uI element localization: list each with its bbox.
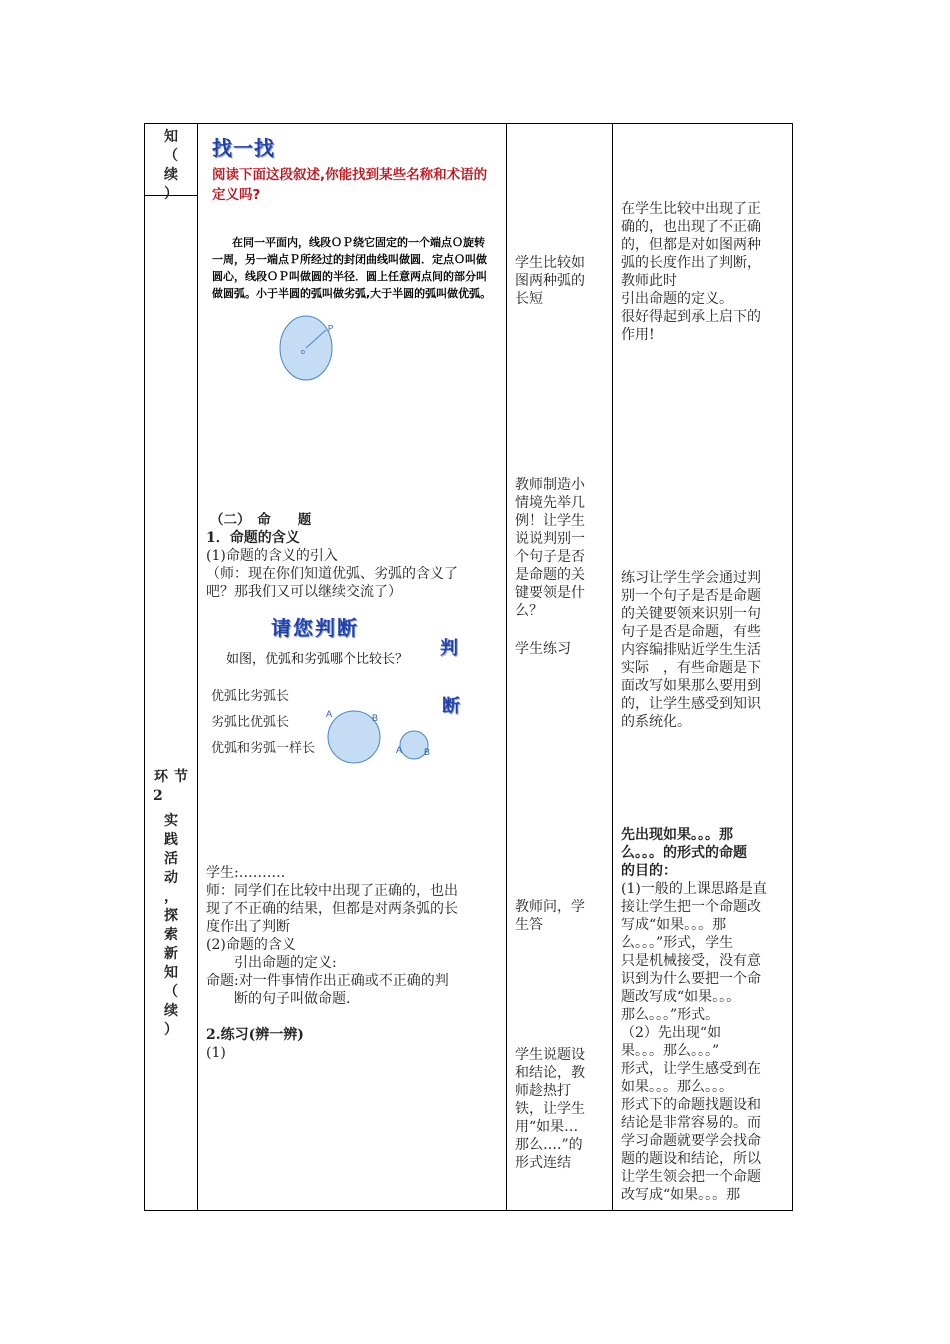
intent-line: 实际 ，有些命题是下 <box>621 660 761 676</box>
intent-line: 形式下的命题找题设和 <box>621 1097 761 1113</box>
activity-line: 用“如果… <box>515 1119 579 1135</box>
section-heading: （二） 命 题 <box>210 512 312 528</box>
intent-line: 的目的： <box>621 863 677 879</box>
text-line: 吧？那我们又可以继续交流了） <box>206 584 402 600</box>
col1-char: 实 <box>164 813 178 829</box>
intent-line: 只是机械接受，没有意 <box>621 953 761 969</box>
definition-section <box>206 864 504 1062</box>
text-line: （师：现在你们知道优弧、劣弧的含义了 <box>206 566 458 582</box>
slide-find <box>212 132 502 320</box>
para-line: 在同一平面内，线段ＯＰ绕它固定的一个端点Ｏ旋转 <box>232 236 485 249</box>
activity-line: 说说判别一 <box>515 531 585 547</box>
text-line: 命题:对一件事情作出正确或不正确的判 <box>206 973 449 989</box>
slide-judge <box>206 606 501 778</box>
point-p-label: P <box>328 324 334 333</box>
activity-line: 学生比较如 <box>515 255 585 271</box>
text-line: 师：同学们在比较中出现了正确的，也出 <box>206 883 458 899</box>
point-b-label: B <box>424 747 431 757</box>
col1-char: 动 <box>164 870 178 886</box>
intent-line: 那么。。。”形式。 <box>621 1007 720 1023</box>
proposition-section <box>206 511 504 601</box>
col1-rest <box>145 812 197 1040</box>
col1-char: ） <box>164 186 178 202</box>
intent-line: 么。。。”形式，学生 <box>621 935 734 951</box>
judge-badge: 判 <box>440 638 458 659</box>
activity-line: 那么….”的 <box>515 1137 583 1153</box>
student-activity-4 <box>515 898 607 934</box>
text-line: (2)命题的含义 <box>206 937 296 953</box>
intent-line: 识到为什么要把一个命 <box>621 971 761 987</box>
para-line: 一周，另一端点Ｐ所经过的封闭曲线叫做圆．定点Ｏ叫做 <box>212 253 487 266</box>
content-column <box>198 124 506 1210</box>
col1-char: 续 <box>164 1003 178 1019</box>
activity-line: 么？ <box>515 603 543 619</box>
design-intent-1 <box>621 200 789 344</box>
student-activity-1 <box>515 254 607 308</box>
intent-line: 的关键要领来识别一句 <box>621 606 761 622</box>
lesson-table <box>144 123 793 1211</box>
col-divider-2 <box>506 124 507 1210</box>
intent-line: 如果。。。那么。。。 <box>621 1079 733 1095</box>
activity-line: 键要领是什 <box>515 585 585 601</box>
intent-line: 学习命题就要学会找命 <box>621 1133 761 1149</box>
student-activity-2 <box>515 476 607 620</box>
col1-char: 节 <box>174 769 188 785</box>
circle-figure <box>268 310 348 382</box>
option-item: 劣弧比优弧长 <box>211 715 290 730</box>
arc-figure <box>316 701 436 771</box>
point-b-label: B <box>372 713 379 723</box>
col-divider-3 <box>612 124 613 1210</box>
activity-line: 是命题的关 <box>515 567 585 583</box>
intent-line: 别一个句子是否是命题 <box>621 588 761 604</box>
intent-line: 让学生领会把一个命题 <box>621 1169 761 1185</box>
practice-item: (1) <box>206 1045 226 1061</box>
judge-badge: 断 <box>442 696 460 717</box>
activity-line: 图两种弧的 <box>515 273 585 289</box>
intent-line: 面改写如果那么要用到 <box>621 678 761 694</box>
practice-heading: 2.练习(辨一辨) <box>206 1027 304 1043</box>
intent-line: 果。。。那么。。。” <box>621 1043 720 1059</box>
intent-line: 很好得起到承上启下的 <box>621 309 761 325</box>
intent-line: 接让学生把一个命题改 <box>621 899 761 915</box>
point-o-label: o <box>301 349 305 356</box>
slide-judge-title: 请您判断 <box>271 616 359 640</box>
col1-char: 探 <box>164 908 178 924</box>
col1-char: 活 <box>164 851 178 867</box>
text-line: 现了不正确的结果，但都是对两条弧的长 <box>206 901 458 917</box>
intent-line: 题改写成“如果。。。 <box>621 989 741 1005</box>
intent-line: 么。。。的形式的命题 <box>621 845 747 861</box>
intent-line: 句子是否是命题，有些 <box>621 624 761 640</box>
slide-find-title: 找一找 <box>212 136 275 160</box>
activity-line: 个句子是否 <box>515 549 585 565</box>
col1-char: 续 <box>164 167 178 183</box>
activity-line: 生答 <box>515 917 543 933</box>
student-activity-3: 学生练习 <box>515 641 571 657</box>
intent-line: 的系统化。 <box>621 714 691 730</box>
point-a-label: A <box>326 709 333 719</box>
intent-line: 教师此时 <box>621 273 677 289</box>
activity-line: 和结论，教 <box>515 1065 585 1081</box>
col1-char: 新 <box>164 946 178 962</box>
col1-main-label <box>145 768 197 1040</box>
col1-char: （ <box>164 148 178 164</box>
col1-char: 索 <box>164 927 178 943</box>
activity-line: 情境先举几 <box>515 495 585 511</box>
text-line: 度作出了判断 <box>206 919 290 935</box>
slide-find-question: 阅读下面这段叙述,你能找到某些名称和术语的定义吗? <box>212 167 488 203</box>
activity-line: 教师问，学 <box>515 899 585 915</box>
intent-line: 写成“如果。。。那 <box>621 917 727 933</box>
col1-top-label <box>145 128 197 204</box>
option-list <box>211 684 315 762</box>
col1-char: 环 <box>154 769 168 785</box>
subsection-heading: 1．命题的含义 <box>206 530 300 546</box>
intent-line: 改写成“如果。。。那 <box>621 1187 741 1203</box>
intent-line: 的，但都是对如图两种 <box>621 237 761 253</box>
col1-char: 知 <box>164 129 178 145</box>
design-intent-3 <box>621 826 789 1204</box>
text-line: (1)命题的含义的引入 <box>206 548 338 564</box>
col1-char: 2 <box>153 788 163 804</box>
intent-line: 形式，让学生感受到在 <box>621 1061 761 1077</box>
para-line: 做圆弧。小于半圆的弧叫做劣弧,大于半圆的弧叫做优弧。 <box>212 287 492 300</box>
col1-char: ， <box>164 889 178 905</box>
activity-line: 例！让学生 <box>515 513 585 529</box>
circle-definition-paragraph <box>212 234 502 302</box>
intent-line: 先出现如果。。。那 <box>621 827 733 843</box>
text-line: 断的句子叫做命题. <box>206 991 351 1007</box>
intent-line: 确的，也出现了不正确 <box>621 219 761 235</box>
point-a-label: A <box>396 745 403 755</box>
text-line: 学生:………. <box>206 865 286 881</box>
student-activity-5 <box>515 1046 607 1172</box>
slide-judge-question: 如图，优弧和劣弧哪个比较长？ <box>226 652 409 667</box>
activity-line: 形式连结 <box>515 1155 571 1171</box>
activity-line: 教师制造小 <box>515 477 585 493</box>
col1-char: 知 <box>164 965 178 981</box>
intent-line: 题的题设和结论，所以 <box>621 1151 761 1167</box>
para-line: 圆心，线段ＯＰ叫做圆的半径．圆上任意两点间的部分叫 <box>212 270 487 283</box>
intent-line: （2）先出现“如 <box>621 1025 722 1041</box>
intent-line: 引出命题的定义。 <box>621 291 733 307</box>
activity-line: 铁，让学生 <box>515 1101 585 1117</box>
text-line: 引出命题的定义: <box>206 955 337 971</box>
activity-line: 长短 <box>515 291 543 307</box>
col1-char: ） <box>164 1022 178 1038</box>
intent-line: 练习让学生学会通过判 <box>621 570 761 586</box>
intent-line: 的，让学生感受到知识 <box>621 696 761 712</box>
intent-line: 弧的长度作出了判断， <box>621 255 761 271</box>
col1-char: （ <box>164 984 178 1000</box>
design-intent-2 <box>621 569 789 731</box>
option-item: 优弧比劣弧长 <box>211 689 290 704</box>
option-item: 优弧和劣弧一样长 <box>211 741 316 756</box>
activity-line: 学生说题设 <box>515 1047 585 1063</box>
intent-line: 在学生比较中出现了正 <box>621 201 761 217</box>
intent-line: 结论是非常容易的。而 <box>621 1115 761 1131</box>
intent-line: 内容编排贴近学生生活 <box>621 642 761 658</box>
col1-char: 践 <box>164 832 178 848</box>
activity-line: 师趁热打 <box>515 1083 571 1099</box>
intent-line: 作用! <box>621 327 655 343</box>
intent-line: (1)一般的上课思路是直 <box>621 881 767 897</box>
